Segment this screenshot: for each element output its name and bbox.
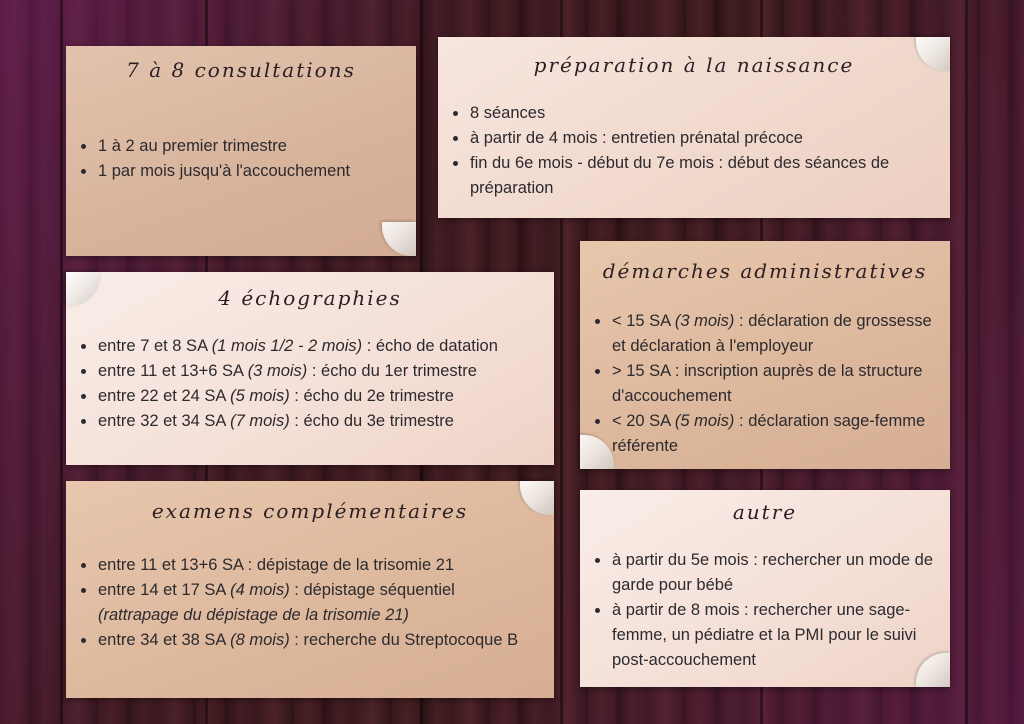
card-title: préparation à la naissance xyxy=(533,53,855,77)
list-item: 1 à 2 au premier trimestre xyxy=(98,134,416,159)
list-item: 1 par mois jusqu'à l'accouchement xyxy=(98,159,416,184)
list-item: < 15 SA (3 mois) : déclaration de grossesse et déclaration à l'employeur xyxy=(612,309,938,359)
card-examens xyxy=(66,481,554,698)
list-item: entre 11 et 13+6 SA : dépistage de la trisomie 21 xyxy=(98,553,538,578)
card-title: examens complémentaires xyxy=(151,499,469,523)
card-preparation xyxy=(438,37,950,218)
list-item: entre 22 et 24 SA (5 mois) : écho du 2e trimestre xyxy=(98,384,554,409)
list-item: entre 34 et 38 SA (8 mois) : recherche du Streptocoque B xyxy=(98,628,538,653)
list-item: fin du 6e mois - début du 7e mois : début des séances de préparation xyxy=(470,151,930,201)
card-list xyxy=(580,309,950,459)
wood-seam xyxy=(965,0,968,724)
wood-seam xyxy=(60,0,63,724)
list-item: à partir de 8 mois : rechercher une sage-femme, un pédiatre et la PMI pour le suivi post-accouchement xyxy=(612,598,938,673)
card-administratives xyxy=(580,241,950,469)
list-item: entre 32 et 34 SA (7 mois) : écho du 3e trimestre xyxy=(98,409,554,434)
list-item: entre 11 et 13+6 SA (3 mois) : écho du 1er trimestre xyxy=(98,359,554,384)
card-list xyxy=(580,548,950,673)
list-item: à partir du 5e mois : rechercher un mode de garde pour bébé xyxy=(612,548,938,598)
list-item: entre 7 et 8 SA (1 mois 1/2 - 2 mois) : écho de datation xyxy=(98,334,554,359)
list-item: < 20 SA (5 mois) : déclaration sage-femme référente xyxy=(612,409,938,459)
card-title: 4 échographies xyxy=(218,286,402,310)
card-list xyxy=(438,101,950,201)
card-title: 7 à 8 consultations xyxy=(126,58,356,82)
card-title: autre xyxy=(732,500,798,524)
card-echographies xyxy=(66,272,554,465)
card-list xyxy=(66,334,554,434)
list-item: à partir de 4 mois : entretien prénatal précoce xyxy=(470,126,930,151)
list-item: entre 14 et 17 SA (4 mois) : dépistage séquentiel (rattrapage du dépistage de la trisomie 21) xyxy=(98,578,538,628)
list-item: > 15 SA : inscription auprès de la structure d'accouchement xyxy=(612,359,938,409)
card-list xyxy=(66,553,554,653)
card-autre xyxy=(580,490,950,687)
page-curl xyxy=(382,222,416,256)
card-list xyxy=(66,134,416,184)
list-item: 8 séances xyxy=(470,101,930,126)
card-title: démarches administratives xyxy=(602,259,928,283)
card-consultations xyxy=(66,46,416,256)
